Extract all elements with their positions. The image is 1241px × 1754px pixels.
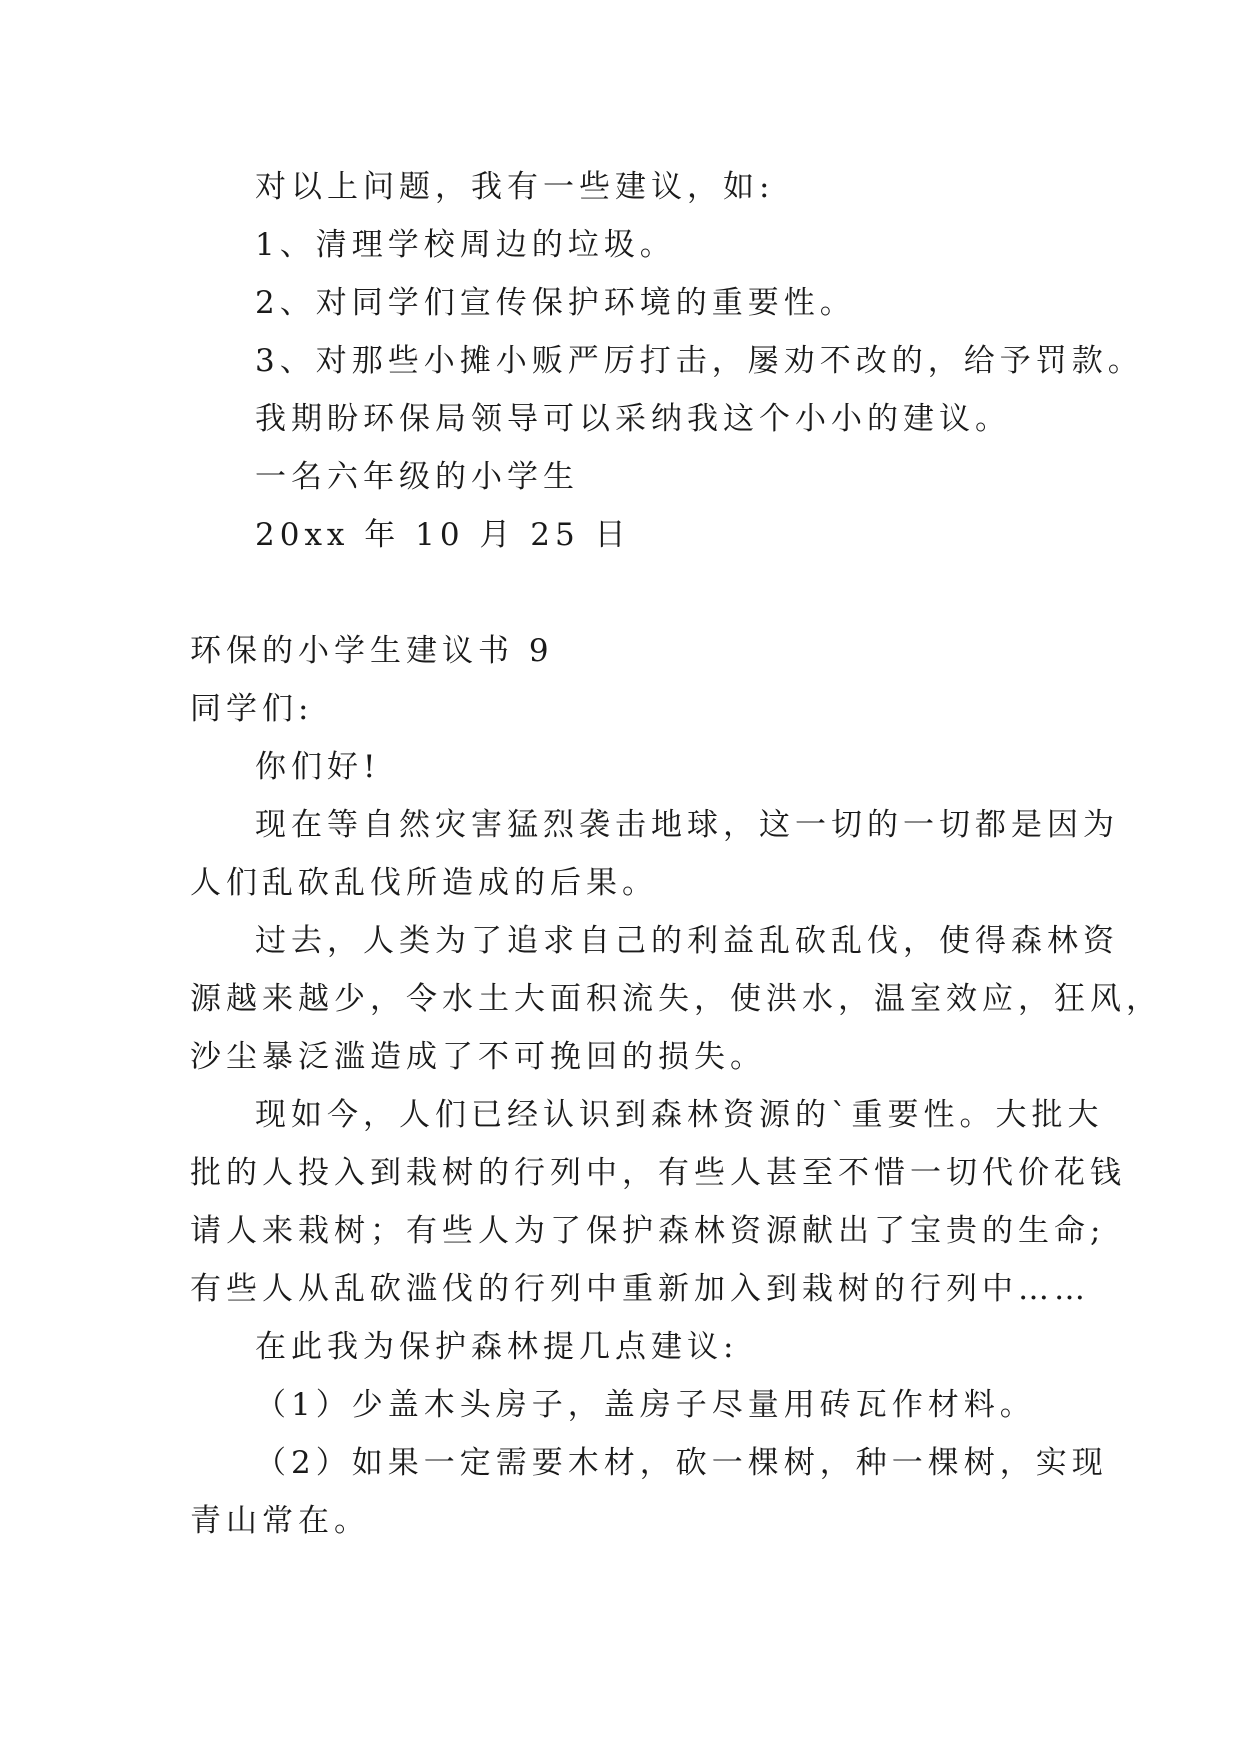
suggestion-item-3: 3、对那些小摊小贩严厉打击，屡劝不改的，给予罚款。	[255, 343, 1144, 379]
paragraph-hope: 我期盼环保局领导可以采纳我这个小小的建议。	[255, 401, 1011, 437]
signature-author: 一名六年级的小学生	[255, 459, 579, 495]
paragraph-line: 现在等自然灾害猛烈袭击地球，这一切的一切都是因为	[255, 807, 1119, 843]
paragraph-line: 源越来越少，令水土大面积流失，使洪水，温室效应，狂风，	[190, 981, 1162, 1017]
suggestion-item-1: （1）少盖木头房子，盖房子尽量用砖瓦作材料。	[255, 1387, 1036, 1423]
paragraph-line: 沙尘暴泛滥造成了不可挽回的损失。	[190, 1039, 766, 1075]
paragraph-line: 请人来栽树；有些人为了保护森林资源献出了宝贵的生命;	[190, 1213, 1106, 1249]
paragraph-line: 批的人投入到栽树的行列中，有些人甚至不惜一切代价花钱	[190, 1155, 1126, 1191]
suggestion-item-1: 1、清理学校周边的垃圾。	[255, 227, 676, 263]
paragraph-line: 在此我为保护森林提几点建议:	[255, 1329, 739, 1365]
signature-date: 20xx 年 10 月 25 日	[255, 517, 631, 553]
suggestion-item-2: （2）如果一定需要木材，砍一棵树，种一棵树，实现	[255, 1445, 1108, 1481]
paragraph-line: 人们乱砍乱伐所造成的后果。	[190, 865, 658, 901]
paragraph-suggestion-intro: 对以上问题，我有一些建议，如:	[255, 169, 775, 205]
suggestion-item-2: 2、对同学们宣传保护环境的重要性。	[255, 285, 856, 321]
greeting: 你们好!	[255, 749, 381, 785]
section-title: 环保的小学生建议书 9	[190, 633, 554, 669]
paragraph-line: 过去，人类为了追求自己的利益乱砍乱伐，使得森林资	[255, 923, 1119, 959]
salutation: 同学们:	[190, 691, 314, 727]
paragraph-line: 有些人从乱砍滥伐的行列中重新加入到栽树的行列中……	[190, 1271, 1090, 1307]
paragraph-line: 现如今，人们已经认识到森林资源的`重要性。大批大	[255, 1097, 1104, 1133]
paragraph-line: 青山常在。	[190, 1503, 370, 1539]
